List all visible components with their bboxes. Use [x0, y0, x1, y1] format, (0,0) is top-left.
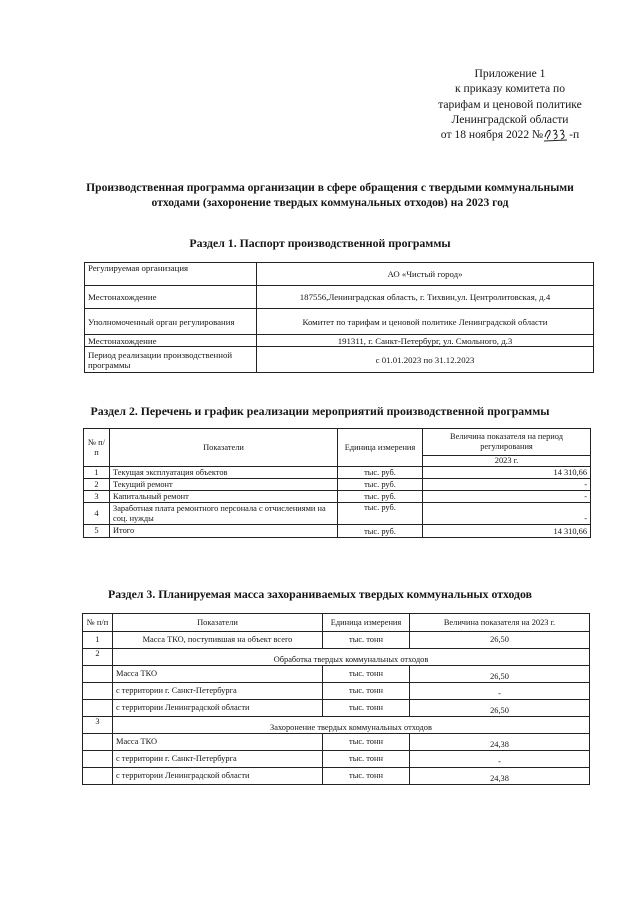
- row-value: -: [423, 479, 591, 491]
- row-name: Текущий ремонт: [110, 479, 338, 491]
- row-unit: тыс. тонн: [323, 700, 410, 717]
- appendix-num-sign: №: [532, 128, 544, 142]
- row-value: 26,50: [410, 632, 590, 649]
- group-title: Захоронение твердых коммунальных отходов: [113, 717, 590, 734]
- section1-heading: Раздел 1. Паспорт производственной программы: [189, 236, 451, 250]
- table-row: [83, 768, 590, 785]
- row-value: -: [410, 751, 590, 768]
- row-num: 3: [84, 491, 110, 503]
- group-num: 2: [83, 649, 113, 666]
- table-row: [83, 734, 590, 751]
- program-title: Производственная программа организации в сфере обращения с твердыми коммунальными отходами (захоронение твердых коммунальных отходов) на 2023 год: [86, 181, 574, 209]
- table-row: [83, 751, 590, 768]
- header-unit: Единица измерения: [338, 429, 423, 467]
- row-num: 4: [84, 503, 110, 525]
- passport-label: Период реализации производственной программы: [85, 347, 257, 373]
- appendix-block: [400, 66, 620, 142]
- table-header-row: [83, 614, 590, 632]
- group-num: 3: [83, 717, 113, 734]
- row-value: -: [410, 683, 590, 700]
- empty-cell: [83, 683, 113, 700]
- table-row: [85, 286, 594, 309]
- empty-cell: [83, 768, 113, 785]
- row-unit: тыс. руб.: [338, 503, 423, 525]
- row-value: 14 310,66: [423, 467, 591, 479]
- header-num: № п/п: [83, 614, 113, 632]
- passport-label: Регулируемая организация: [85, 263, 257, 286]
- row-value: 14 310,66: [423, 525, 591, 538]
- section3-heading: Раздел 3. Планируемая масса захораниваемых твердых коммунальных отходов: [108, 587, 532, 601]
- row-name: с территории Ленинградской области: [113, 700, 323, 717]
- waste-mass-table: [82, 613, 590, 785]
- header-indicator: Показатели: [113, 614, 323, 632]
- row-name: Заработная плата ремонтного персонала с отчислениями на соц. нужды: [110, 503, 338, 525]
- table-row: [83, 683, 590, 700]
- appendix-line2: к приказу комитета по: [455, 82, 565, 96]
- header-unit: Единица измерения: [323, 614, 410, 632]
- table-row: [85, 309, 594, 335]
- table-row: [84, 491, 591, 503]
- row-unit: тыс. тонн: [323, 734, 410, 751]
- table-row: [83, 632, 590, 649]
- row-name: Капитальный ремонт: [110, 491, 338, 503]
- table-row: [83, 666, 590, 683]
- row-name: с территории г. Санкт-Петербурга: [113, 683, 323, 700]
- row-name: с территории Ленинградской области: [113, 768, 323, 785]
- passport-value: с 01.01.2023 по 31.12.2023: [257, 347, 594, 373]
- passport-value: АО «Чистый город»: [257, 263, 594, 286]
- appendix-line3: тарифам и ценовой политике: [438, 97, 582, 111]
- group-row: [83, 717, 590, 734]
- table-row: [84, 467, 591, 479]
- table-row: [85, 347, 594, 373]
- empty-cell: [83, 734, 113, 751]
- passport-value: 191311, г. Санкт-Петербург, ул. Смольного, д.3: [257, 335, 594, 347]
- header-year: 2023 г.: [423, 456, 591, 467]
- appendix-line4: Ленинградской области: [451, 112, 569, 126]
- group-row: [83, 649, 590, 666]
- row-name: Масса ТКО, поступившая на объект всего: [113, 632, 323, 649]
- row-name: Масса ТКО: [113, 734, 323, 751]
- passport-table: [84, 262, 594, 373]
- row-num: 2: [84, 479, 110, 491]
- table-row: [84, 479, 591, 491]
- appendix-date-line: [400, 127, 620, 142]
- header-value: Величина показателя на 2023 г.: [410, 614, 590, 632]
- row-value: 24,38: [410, 734, 590, 751]
- row-name: Итого: [110, 525, 338, 538]
- table-row: [85, 263, 594, 286]
- row-value: -: [423, 491, 591, 503]
- header-num: № п/п: [84, 429, 110, 467]
- row-num: 1: [84, 467, 110, 479]
- passport-label: Местонахождение: [85, 335, 257, 347]
- row-value: 26,50: [410, 666, 590, 683]
- row-unit: тыс. тонн: [323, 768, 410, 785]
- group-title: Обработка твердых коммунальных отходов: [113, 649, 590, 666]
- passport-value: Комитет по тарифам и ценовой политике Ленинградской области: [257, 309, 594, 335]
- empty-cell: [83, 666, 113, 683]
- row-name: Масса ТКО: [113, 666, 323, 683]
- section2-heading: Раздел 2. Перечень и график реализации мероприятий производственной программы: [90, 404, 550, 418]
- table-row: [84, 525, 591, 538]
- passport-value: 187556,Ленинградская область, г. Тихвин,ул. Центролитовская, д.4: [257, 286, 594, 309]
- appendix-num-suffix: -п: [569, 128, 580, 142]
- handwritten-number-icon: [543, 123, 571, 143]
- passport-label: Уполномоченный орган регулирования: [85, 309, 257, 335]
- row-value: 24,38: [410, 768, 590, 785]
- table-row: [83, 700, 590, 717]
- table-row: [84, 503, 591, 525]
- row-unit: тыс. тонн: [323, 751, 410, 768]
- header-indicator: Показатели: [110, 429, 338, 467]
- row-unit: тыс. руб.: [338, 525, 423, 538]
- header-value: Величина показателя на период регулирования: [423, 429, 591, 456]
- row-unit: тыс. тонн: [323, 666, 410, 683]
- empty-cell: [83, 751, 113, 768]
- appendix-date: от 18 ноября 2022: [440, 128, 530, 142]
- row-unit: тыс. руб.: [338, 479, 423, 491]
- row-num: 5: [84, 525, 110, 538]
- row-name: с территории г. Санкт-Петербурга: [113, 751, 323, 768]
- appendix-line1: Приложение 1: [474, 67, 546, 80]
- row-num: 1: [83, 632, 113, 649]
- row-unit: тыс. тонн: [323, 632, 410, 649]
- row-unit: тыс. тонн: [323, 683, 410, 700]
- row-value: 26,50: [410, 700, 590, 717]
- passport-label: Местонахождение: [85, 286, 257, 309]
- row-name: Текущая эксплуатация объектов: [110, 467, 338, 479]
- document-number: [543, 128, 569, 141]
- activities-table: [83, 428, 591, 538]
- empty-cell: [83, 700, 113, 717]
- row-value: -: [423, 503, 591, 525]
- table-row: [85, 335, 594, 347]
- row-unit: тыс. руб.: [338, 467, 423, 479]
- row-unit: тыс. руб.: [338, 491, 423, 503]
- table-header-row: [84, 429, 591, 456]
